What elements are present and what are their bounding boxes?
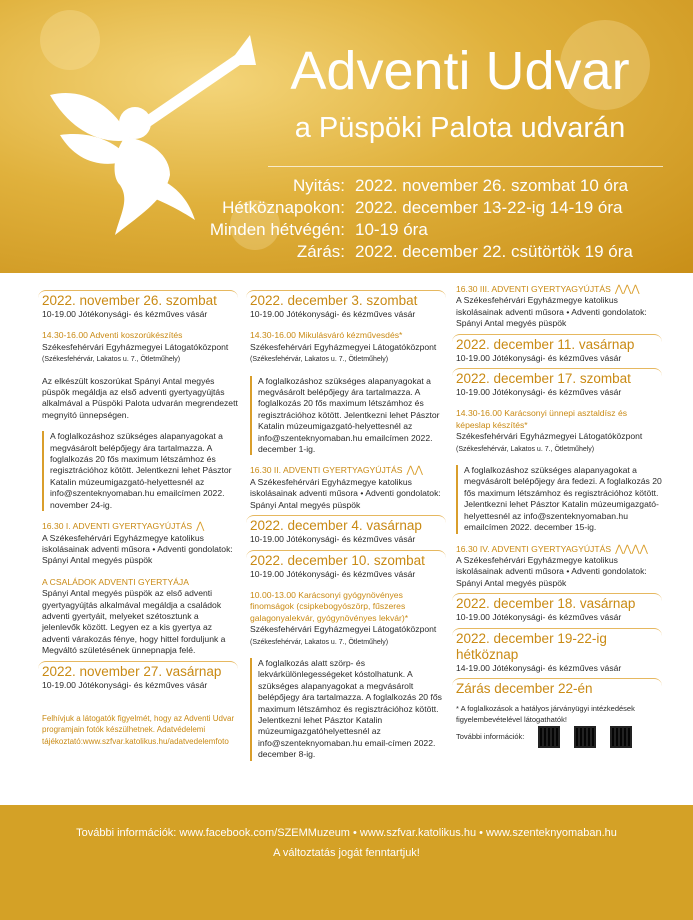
day-subtitle: 10-19.00 Jótékonysági- és kézműves vásár	[42, 679, 208, 690]
day-heading: 2022. december 4. vasárnap	[246, 515, 446, 534]
closing-heading: Zárás december 22-én	[452, 678, 662, 697]
event-description: A Székesfehérvári Egyházmegye katolikus iskolásainak adventi műsora • Adventi gondolatok: Spányi Antal megyés püspök	[250, 476, 441, 510]
photo-notice: Felhívjuk a látogatók figyelmét, hogy az Adventi Udvar programjain fotók készülhetnek. Adatvédelemi tájékoztató:www.szfvar.katolikus.hu/adatvedelemfoto	[42, 713, 235, 746]
location-address: (Székesfehérvár, Lakatos u. 7., Ötletműhely)	[250, 638, 389, 646]
event-description: Az elkészült koszorúkat Spányi Antal megyés püspök megáldja az első adventi gyertyagyújtás alkalmával a Püspöki Palota udvarán megrendezett megnyitó ünnepségen.	[42, 375, 238, 420]
day-subtitle: 10-19.00 Jótékonysági- és kézműves vásár	[456, 352, 622, 363]
more-info-label: További információk:	[456, 731, 525, 741]
info-row-closing	[200, 242, 680, 264]
event-location	[452, 431, 662, 455]
event-title: A CSALÁDOK ADVENTI GYERTYÁJA	[42, 576, 189, 587]
info-label: Minden hétvégén:	[209, 220, 345, 239]
registration-note: A foglalkozáshoz szükséges alapanyagokat a megvásárolt belépőjegy ára tartalmazza. A foglalkozás 20 fős maximum létszámhoz és regisztrációhoz kötött. Jelentkezni lehet Pásztor Katalin múzeumigazgató-helyettesnél az info@szenteknyomaban.hu emailcímen 2022. december 1-ig.	[250, 376, 446, 456]
info-row-opening	[200, 176, 680, 198]
candles-icon: ⋀⋀⋀⋀	[615, 543, 648, 555]
registration-note: A foglalkozás alatt szörp- és lekvárkülönlegességeket kóstolhatunk. A szükséges alapanyagokat a megvásárolt belépőjegy ára tartalmazza. A foglalkozás 20 fős maximum létszámhoz és regisztrációhoz kötött. Jelentkezni lehet Pásztor Katalin múzeumigazgatóhelyettesnél az info@szenteknyomaban.hu email-címen 2022. december 8-ig.	[250, 658, 446, 761]
registration-note: A foglalkozáshoz szükséges alapanyagokat a megvásárolt belépőjegy ára fedezi. A foglalkozás 20 fős maximum létszámhoz és regisztrációhoz kötött. Jelentkezni lehet Pásztor Katalin múzeumigazgató-helyettesnél az info@szenteknyomaban.hu emailcímen 2022. december 15-ig.	[456, 465, 662, 533]
info-value: 2022. december 13-22-ig 14-19 óra	[355, 198, 623, 217]
event-title-text: 16.30 IV. ADVENTI GYERTYAGYÚJTÁS	[456, 543, 612, 554]
day-heading: 2022. december 3. szombat	[246, 290, 446, 309]
location-name: Székesfehérvári Egyházmegyei Látogatóközpont	[42, 341, 229, 352]
event-title: 14.30-16.00 Mikulásváró kézművesdés*	[250, 330, 403, 341]
event-title-text: 16.30 I. ADVENTI GYERTYAGYÚJTÁS	[42, 521, 193, 532]
qr-code-icon[interactable]	[574, 726, 596, 748]
column-1	[38, 286, 238, 747]
footer-banner	[0, 805, 693, 920]
info-row-weekends	[200, 220, 680, 242]
day-heading: 2022. december 19-22-ig hétköznap	[452, 628, 662, 663]
location-address: (Székesfehérvár, Lakatos u. 7., Ötletműhely)	[250, 356, 389, 364]
day-heading: 2022. november 27. vasárnap	[38, 661, 238, 680]
qr-code-icon[interactable]	[538, 726, 560, 748]
info-label: Zárás:	[296, 242, 345, 261]
qr-code-icon[interactable]	[610, 726, 632, 748]
more-info	[452, 726, 662, 748]
day-heading: 2022. december 18. vasárnap	[452, 593, 662, 612]
column-2	[246, 286, 446, 761]
info-value: 2022. november 26. szombat 10 óra	[355, 176, 629, 195]
event-description: A Székesfehérvári Egyházmegye katolikus iskolásainak adventi műsora • Adventi gondolatok: Spányi Antal megyés püspök	[456, 554, 647, 588]
info-value: 10-19 óra	[355, 220, 428, 239]
day-subtitle: 14-19.00 Jótékonysági- és kézműves vásár	[456, 662, 622, 673]
location-name: Székesfehérvári Egyházmegyei Látogatóközpont	[456, 431, 643, 442]
info-value: 2022. december 22. csütörtök 19 óra	[355, 242, 633, 261]
footer-links: További információk: www.facebook.com/SZEMMuzeum • www.szfvar.katolikus.hu • www.szenteknyomaban.hu	[76, 827, 617, 839]
footer-disclaimer: A változtatás jogát fenntartjuk!	[273, 847, 420, 859]
location-address: (Székesfehérvár, Lakatos u. 7., Ötletműhely)	[456, 445, 595, 453]
day-subtitle: 10-19.00 Jótékonysági- és kézműves vásár	[250, 534, 416, 545]
event-title: 14.30-16.00 Karácsonyi ünnepi asztaldísz és képeslap készítés*	[456, 408, 628, 430]
day-subtitle: 10-19.00 Jótékonysági- és kézműves vásár	[250, 309, 416, 319]
candles-icon: ⋀⋀⋀	[614, 284, 640, 295]
day-subtitle: 10-19.00 Jótékonysági- és kézműves vásár	[42, 309, 208, 319]
candle-icon: ⋀	[196, 521, 205, 533]
event-location	[38, 342, 238, 366]
event-description: Spányi Antal megyés püspök az első adventi gyertyagyújtás alkalmával megáldja a családok adventi gyertyáit, melyeket szétosztunk a jelenlevők között. Legyen ez a kis gyertya az adventi várakozás fénye, hogy hittel forduljunk a Megváltó születésének ünnepnapja felé.	[42, 588, 226, 656]
day-heading: 2022. december 10. szombat	[246, 550, 446, 569]
event-location	[246, 624, 446, 648]
registration-note: A foglalkozáshoz szükséges alapanyagokat a megvásárolt belépőjegy ára tartalmazza. A foglalkozás 20 fős maximum létszámhoz és regisztrációhoz kötött. Jelentkezni lehet Pásztor Katalin múzeumigazgató-helyettesnél az info@szenteknyomaban.hu emailcímen 2022. november 24-ig.	[42, 431, 238, 511]
info-label: Nyitás:	[293, 176, 345, 195]
event-description: A Székesfehérvári Egyházmegye katolikus iskolásainak adventi műsora • Adventi gondolatok: Spányi Antal megyés püspök	[456, 295, 647, 329]
column-3	[452, 282, 662, 748]
day-heading: 2022. december 11. vasárnap	[452, 334, 662, 353]
day-heading: 2022. november 26. szombat	[38, 290, 238, 309]
event-title	[452, 544, 662, 555]
page-subtitle: a Püspöki Palota udvarán	[294, 112, 626, 144]
event-location	[246, 342, 446, 366]
location-name: Székesfehérvári Egyházmegyei Látogatóközpont	[250, 341, 437, 352]
info-row-weekdays	[200, 198, 680, 220]
day-subtitle: 10-19.00 Jótékonysági- és kézműves vásár	[456, 387, 622, 398]
day-subtitle: 10-19.00 Jótékonysági- és kézműves vásár	[456, 612, 622, 623]
info-label: Hétköznapokon:	[222, 198, 345, 217]
event-title-text: 16.30 III. ADVENTI GYERTYAGYÚJTÁS	[456, 284, 611, 294]
event-title	[246, 465, 446, 476]
day-subtitle: 10-19.00 Jótékonysági- és kézműves vásár	[250, 568, 416, 579]
candles-icon: ⋀⋀	[406, 465, 423, 477]
event-title	[452, 284, 662, 295]
event-title	[38, 521, 238, 532]
event-title-text: 16.30 II. ADVENTI GYERTYAGYÚJTÁS	[250, 465, 403, 476]
divider	[268, 166, 663, 167]
event-title: 14.30-16.00 Adventi koszorúkészítés	[42, 330, 183, 341]
location-address: (Székesfehérvár, Lakatos u. 7., Ötletműhely)	[42, 356, 181, 364]
page-title: Adventi Udvar	[290, 41, 630, 101]
pandemic-notice: * A foglalkozások a hatályos járványügyi intézkedések figyelembevételével látogathatók!	[456, 703, 635, 725]
header-banner	[0, 0, 693, 273]
event-description: A Székesfehérvári Egyházmegye katolikus iskolásainak adventi műsora • Adventi gondolatok: Spányi Antal megyés püspök	[42, 532, 233, 566]
event-title: 10.00-13.00 Karácsonyi gyógynövényes finomságok (csipkebogyószörp, fűszeres galagonyalekvár, gyógynövényes lekvár)*	[250, 589, 409, 623]
day-heading: 2022. december 17. szombat	[452, 368, 662, 387]
location-name: Székesfehérvári Egyházmegyei Látogatóközpont	[250, 624, 437, 635]
